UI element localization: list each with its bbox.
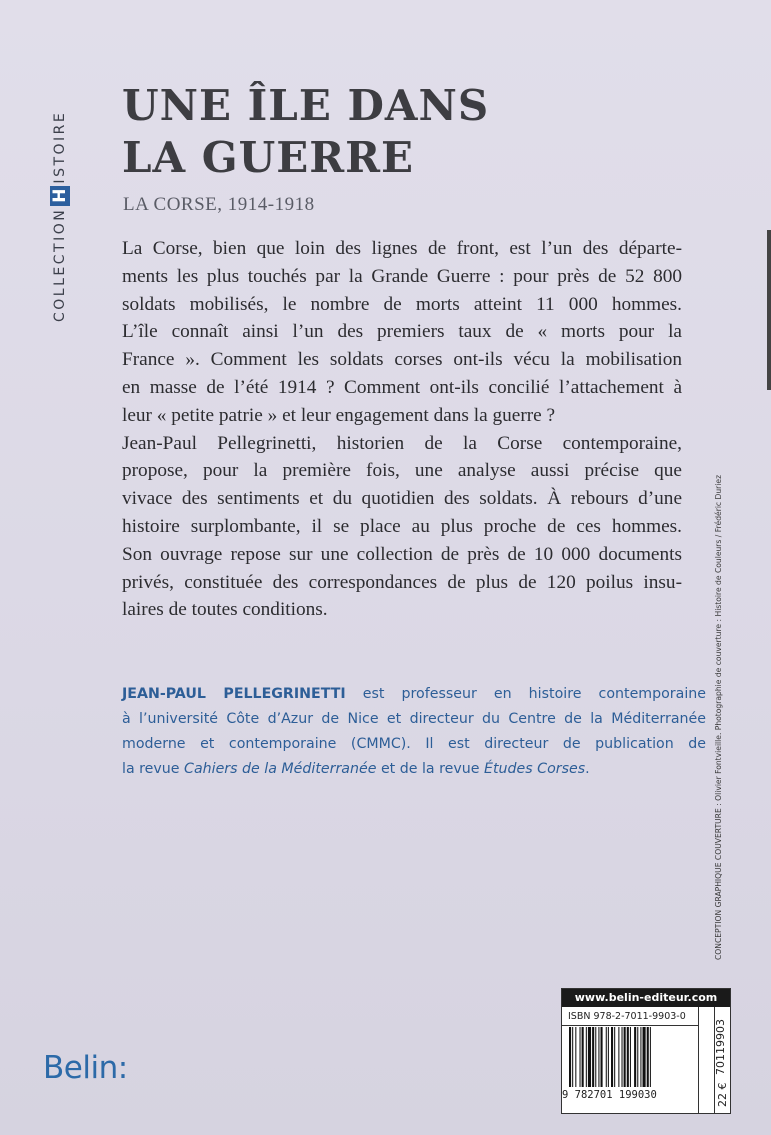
author-bio-line bbox=[122, 757, 706, 782]
blurb-line: vivace des sentiments et du quotidien des soldats. À rebours d’une bbox=[122, 488, 682, 510]
blurb-line: laires de toutes conditions. bbox=[122, 599, 328, 621]
book-title bbox=[122, 80, 602, 184]
divider bbox=[562, 1025, 698, 1026]
blurb-line: histoire surplombante, il se place au plus proche de ces hommes. bbox=[122, 515, 682, 537]
author-bio-line bbox=[122, 682, 706, 707]
blurb-line: en masse de l’été 1914 ? Comment ont-ils concilié l’attachement à bbox=[122, 376, 682, 398]
page-edge-shadow bbox=[767, 230, 771, 390]
barcode-icon bbox=[568, 1027, 690, 1087]
title-line-1: UNE ÎLE DANS bbox=[122, 81, 490, 130]
blurb-line: Son ouvrage repose sur une collection de près de 10 000 documents bbox=[122, 543, 682, 565]
blurb-line: L’île connaît ainsi l’un des premiers taux de « morts pour la bbox=[122, 321, 682, 343]
ean-digits: 9 782701 199030 bbox=[562, 1089, 657, 1101]
author-name: JEAN-PAUL PELLEGRINETTI bbox=[122, 686, 346, 702]
author-bio-text: et de la revue bbox=[376, 761, 485, 777]
barcode-block bbox=[561, 988, 731, 1114]
blurb-line: Jean-Paul Pellegrinetti, historien de la Corse contemporaine, bbox=[122, 432, 682, 454]
blurb-line: La Corse, bien que loin des lignes de front, est l’un des départe- bbox=[122, 238, 682, 259]
collection-label bbox=[45, 82, 75, 322]
cover-credits: CONCEPTION GRAPHIQUE COUVERTURE : Olivier Fontvieille. Photographie de couverture : Histoire de Couleurs / Frédéric Duriez bbox=[714, 474, 723, 960]
blurb-line: privés, constituée des correspondances de plus de 120 poilus insu- bbox=[122, 571, 682, 593]
blurb-line: ments les plus touchés par la Grande Guerre : pour près de 52 800 bbox=[122, 265, 682, 287]
publisher-logo: Belin: bbox=[43, 1050, 128, 1086]
blurb-line: propose, pour la première fois, une analyse aussi précise que bbox=[122, 460, 682, 482]
author-bio bbox=[122, 682, 706, 782]
blurb-text bbox=[122, 235, 682, 624]
collection-letter: H bbox=[50, 186, 70, 206]
author-bio-text: est professeur en histoire contemporaine bbox=[345, 686, 706, 702]
product-code: 70119903 bbox=[714, 1019, 727, 1075]
blurb-line: leur « petite patrie » et leur engagement dans la guerre ? bbox=[122, 404, 556, 426]
price: 22 € bbox=[716, 1082, 729, 1107]
divider bbox=[698, 1007, 699, 1113]
collection-prefix: COLLECTION bbox=[52, 207, 68, 322]
isbn-number: ISBN 978-2-7011-9903-0 bbox=[568, 1011, 686, 1022]
publisher-url: www.belin-editeur.com bbox=[562, 989, 730, 1007]
journal-title: Études Corses bbox=[484, 761, 586, 777]
journal-title: Cahiers de la Méditerranée bbox=[184, 761, 377, 777]
blurb-line: France ». Comment les soldats corses ont-ils vécu la mobilisation bbox=[122, 349, 682, 371]
collection-suffix: ISTOIRE bbox=[52, 110, 68, 184]
author-bio-text: la revue bbox=[122, 761, 185, 777]
author-bio-line: à l’université Côte d’Azur de Nice et directeur du Centre de la Méditerranée bbox=[122, 711, 706, 727]
blurb-line: soldats mobilisés, le nombre de morts atteint 11 000 hommes. bbox=[122, 293, 682, 315]
author-bio-line: moderne et contemporaine (CMMC). Il est directeur de publication de bbox=[122, 736, 706, 752]
book-subtitle: LA CORSE, 1914-1918 bbox=[123, 194, 315, 215]
title-line-2: LA GUERRE bbox=[122, 133, 415, 182]
author-bio-text: . bbox=[585, 761, 590, 777]
